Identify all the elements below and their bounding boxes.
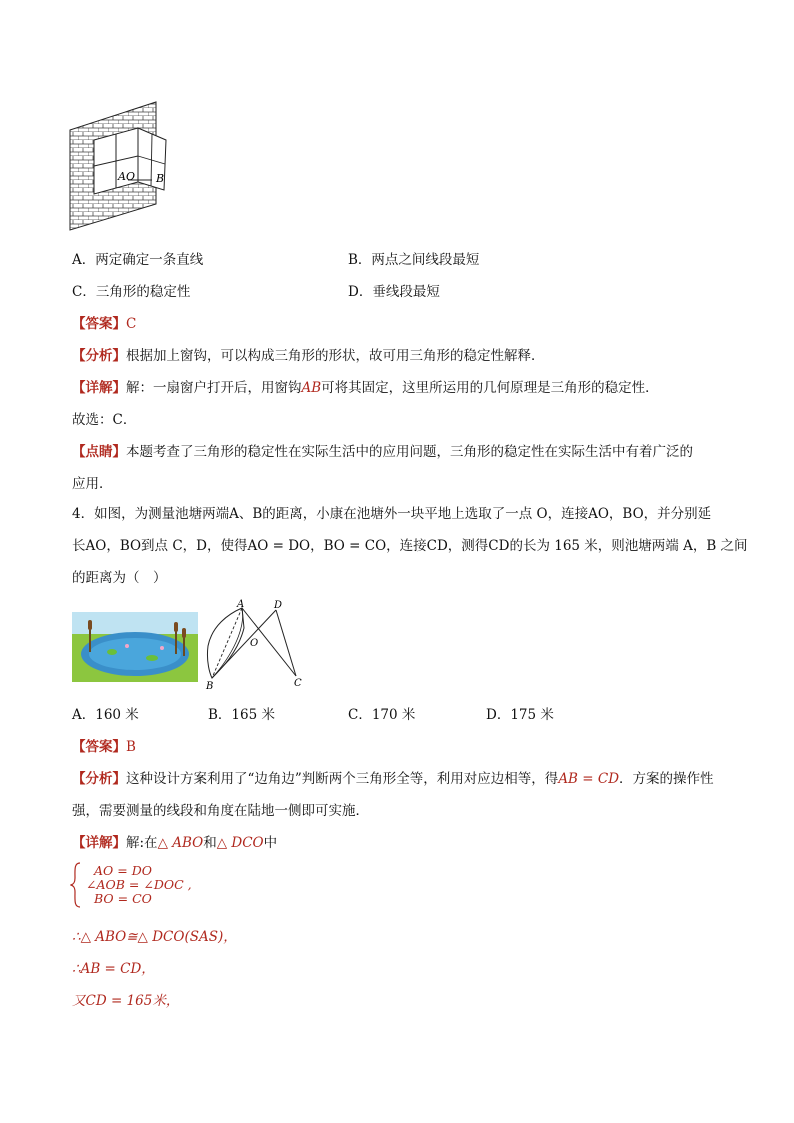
answer-tag: 【答案】: [72, 739, 126, 755]
detail-text-b: 可将其固定，这里所运用的几何原理是三角形的稳定性．: [321, 380, 659, 396]
detail-text-a: 解：一扇窗户打开后，用窗钩: [126, 380, 302, 396]
q4-conclusion-3: 又CD = 165米，: [72, 993, 180, 1009]
q3-option-c: C．三角形的稳定性: [72, 284, 191, 300]
pond-image: [72, 612, 198, 682]
detail-math-ab: AB: [301, 380, 322, 396]
comment-tag: 【点睛】: [72, 444, 126, 460]
q4-option-c: C．170 米: [348, 707, 416, 723]
geo-label-o: O: [250, 638, 259, 649]
analysis-tag: 【分析】: [72, 771, 126, 787]
q3-option-b: B．两点之间线段最短: [348, 252, 480, 268]
window-wall-figure: [68, 100, 172, 232]
q3-option-d: D．垂线段最短: [348, 284, 440, 300]
answer-value: C: [126, 316, 137, 332]
detail-text-a: 解:在: [126, 835, 158, 851]
geo-label-a: A: [237, 599, 245, 610]
detail-in: 中: [263, 835, 278, 851]
answer-tag: 【答案】: [72, 316, 126, 332]
analysis-text-a: 这种设计方案利用了“边角边”判断两个三角形全等，利用对应边相等，得: [126, 771, 559, 787]
q4-stem-line1: 4．如图，为测量池塘两端A、B的距离，小康在池塘外一块平地上选取了一点 O，连接AO，BO，并分别延: [72, 506, 712, 522]
answer-value: B: [126, 739, 136, 755]
detail-and: 和: [203, 835, 217, 851]
q4-analysis-line1: [72, 770, 714, 788]
analysis-math: AB = CD: [558, 771, 620, 787]
q3-choose: 故选：C．: [72, 412, 137, 428]
q3-option-a: A．两定确定一条直线: [72, 252, 204, 268]
system-brace: [70, 862, 82, 908]
geo-label-b: B: [206, 681, 214, 692]
detail-tag: 【详解】: [72, 380, 126, 396]
q4-answer: [72, 738, 136, 756]
detail-triangle-2: △ DCO: [216, 835, 264, 851]
q4-stem-line3: 的距离为（ ）: [72, 570, 167, 586]
q4-option-d: D．175 米: [486, 707, 554, 723]
q4-option-a: A．160 米: [72, 707, 139, 723]
analysis-text: 根据加上窗钩，可以构成三角形的形状，故可用三角形的稳定性解释．: [126, 348, 545, 364]
comment-text: 本题考查了三角形的稳定性在实际生活中的应用问题，三角形的稳定性在实际生活中有着广泛的: [126, 444, 693, 460]
q4-conclusion-1: ∴△ ABO≅△ DCO(SAS)，: [72, 929, 237, 945]
equation-system: [86, 864, 192, 906]
q4-stem-line2: 长AO，BO到点 C，D，使得AO = DO，BO = CO，连接CD，测得CD的长为 165 米，则池塘两端 A，B 之间: [72, 538, 748, 554]
detail-tag: 【详解】: [72, 835, 126, 851]
q4-conclusion-2: ∴AB = CD，: [72, 961, 155, 977]
label-b: B: [156, 172, 165, 185]
q3-comment-line1: [72, 443, 693, 461]
geo-label-c: C: [294, 678, 302, 689]
q3-answer: [72, 315, 136, 333]
detail-triangle-1: △ ABO: [157, 835, 204, 851]
pond-geometry-diagram: [198, 598, 308, 692]
geo-label-d: D: [274, 600, 283, 611]
label-ao: AO: [118, 170, 135, 183]
q4-analysis-line2: 强，需要测量的线段和角度在陆地一侧即可实施．: [72, 803, 369, 819]
equation-row-2: ∠AOB = ∠DOC ,: [86, 877, 192, 892]
equation-row-3: BO = CO: [94, 891, 152, 906]
analysis-text-c: ．方案的操作性: [619, 771, 714, 787]
equation-row-1: AO = DO: [94, 863, 152, 878]
q3-analysis: [72, 347, 545, 365]
q4-detail: [72, 834, 277, 852]
q3-comment-line2: 应用．: [72, 476, 113, 492]
analysis-tag: 【分析】: [72, 348, 126, 364]
q3-detail: [72, 379, 659, 397]
q4-option-b: B．165 米: [208, 707, 275, 723]
